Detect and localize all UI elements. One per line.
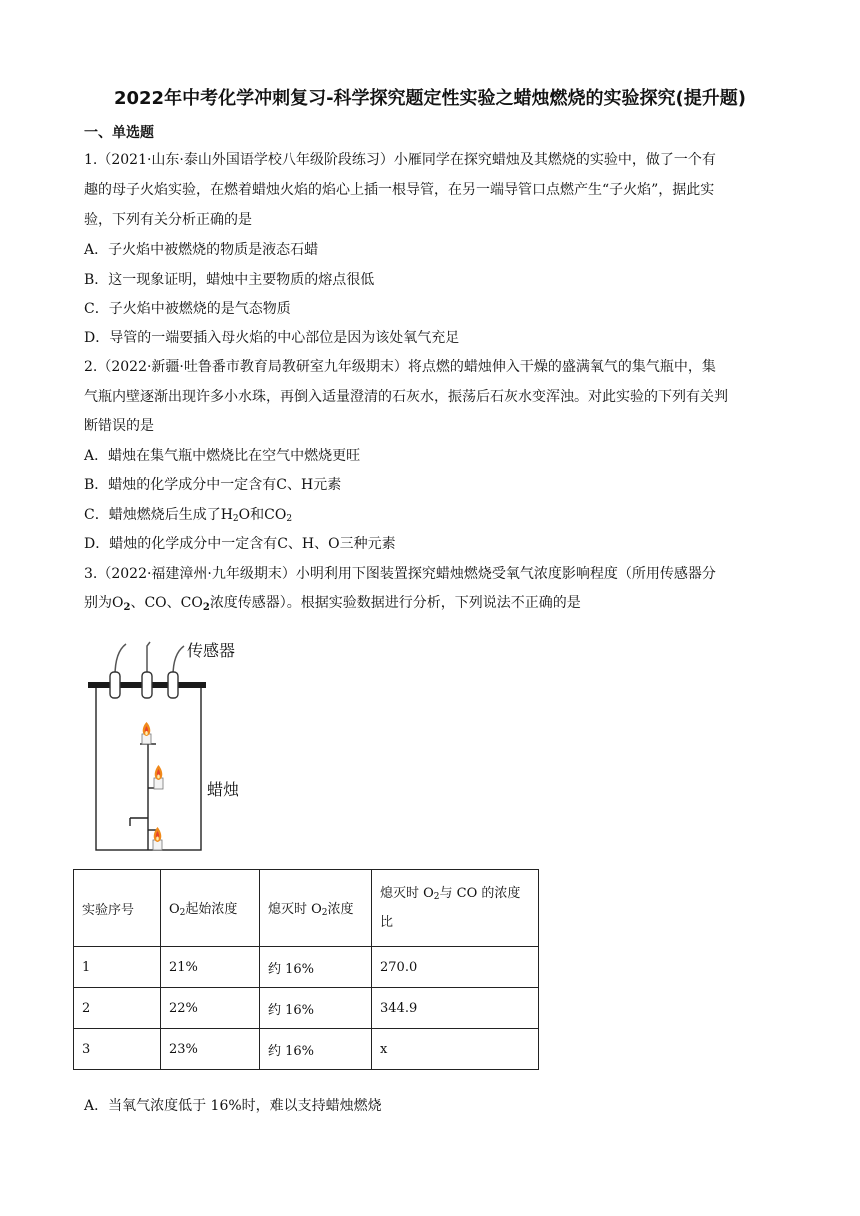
section-heading: 一、单选题 (84, 125, 154, 141)
table-cell: 约 16% (260, 1029, 372, 1070)
table-header-row (74, 870, 539, 947)
sensor-co2 (168, 672, 178, 698)
q1-option-b: B．这一现象证明，蜡烛中主要物质的熔点很低 (84, 272, 375, 288)
table-header-cell: 实验序号 (74, 870, 161, 947)
sensor-o2 (110, 672, 120, 698)
table-cell: 344.9 (372, 988, 539, 1029)
page-title: 2022年中考化学冲刺复习-科学探究题定性实验之蜡烛燃烧的实验探究(提升题) (113, 88, 747, 109)
table-row (74, 1029, 539, 1070)
sensor-wire-left (115, 644, 126, 676)
q1-option-c: C．子火焰中被燃烧的是气态物质 (84, 301, 291, 317)
table-cell: 21% (161, 947, 260, 988)
table-cell: 约 16% (260, 988, 372, 1029)
table-header-cell: $O_2$起始浓度 (161, 870, 260, 947)
table-row (74, 988, 539, 1029)
candle-label: 蜡烛 (207, 780, 240, 799)
q2-option-b: B．蜡烛的化学成分中一定含有C、H元素 (84, 477, 342, 493)
sensor-co (142, 672, 152, 698)
q3-stem-line1: 3.（2022·福建漳州·九年级期末）小明利用下图装置探究蜡烛燃烧受氧气浓度影响程度（所用传感器分 (84, 566, 716, 582)
q2-stem-line3: 断错误的是 (84, 418, 154, 434)
candle-middle (154, 765, 163, 789)
experiment-table (73, 869, 539, 1070)
q1-stem-line2: 趣的母子火焰实验，在燃着蜡烛火焰的焰心上插一根导管，在另一端导管口点燃产生“子火焰”，据此实 (84, 182, 715, 198)
table-cell: 3 (74, 1029, 161, 1070)
q1-stem-line3: 验，下列有关分析正确的是 (84, 212, 252, 228)
table-header-cell: 熄灭时 $O_2$与 CO 的浓度 比 (372, 870, 539, 947)
table-header-cell: 熄灭时 $O_2$浓度 (260, 870, 372, 947)
sensor-label: 传感器 (187, 641, 236, 660)
q1-stem-line1: 1.（2021·山东·泰山外国语学校八年级阶段练习）小雁同学在探究蜡烛及其燃烧的实验中，做了一个有 (84, 152, 716, 168)
q2-option-d: D．蜡烛的化学成分中一定含有C、H、O三种元素 (84, 536, 396, 552)
q3-stem-line2: 别为$O_2$、CO、$CO_2$浓度传感器）。根据实验数据进行分析，下列说法不正确的是 (84, 595, 581, 613)
table-cell: x (372, 1029, 539, 1070)
table-cell: 1 (74, 947, 161, 988)
q1-option-a: A．子火焰中被燃烧的物质是液态石蜡 (84, 242, 319, 258)
q3-option-a: A．当氧气浓度低于 16%时，难以支持蜡烛燃烧 (84, 1098, 382, 1114)
q1-option-d: D．导管的一端要插入母火焰的中心部位是因为该处氧气充足 (84, 330, 460, 346)
apparatus-diagram (84, 634, 284, 860)
q2-option-a: A．蜡烛在集气瓶中燃烧比在空气中燃烧更旺 (84, 448, 361, 464)
table-cell: 270.0 (372, 947, 539, 988)
apparatus-illustration (84, 634, 284, 856)
candle-top (142, 722, 151, 744)
table-cell: 23% (161, 1029, 260, 1070)
table-cell: 约 16% (260, 947, 372, 988)
q2-stem-line2: 气瓶内壁逐渐出现许多小水珠，再倒入适量澄清的石灰水，振荡后石灰水变浑浊。对此实验的下列有关判 (84, 389, 728, 405)
q2-option-c: C．蜡烛燃烧后生成了$H_2O$和$CO_2$ (84, 507, 293, 524)
table-row (74, 947, 539, 988)
sensor-wire-middle (147, 642, 150, 676)
table-cell: 2 (74, 988, 161, 1029)
table-cell: 22% (161, 988, 260, 1029)
q2-stem-line1: 2.（2022·新疆·吐鲁番市教育局教研室九年级期末）将点燃的蜡烛伸入干燥的盛满氧气的集气瓶中，集 (84, 359, 716, 375)
